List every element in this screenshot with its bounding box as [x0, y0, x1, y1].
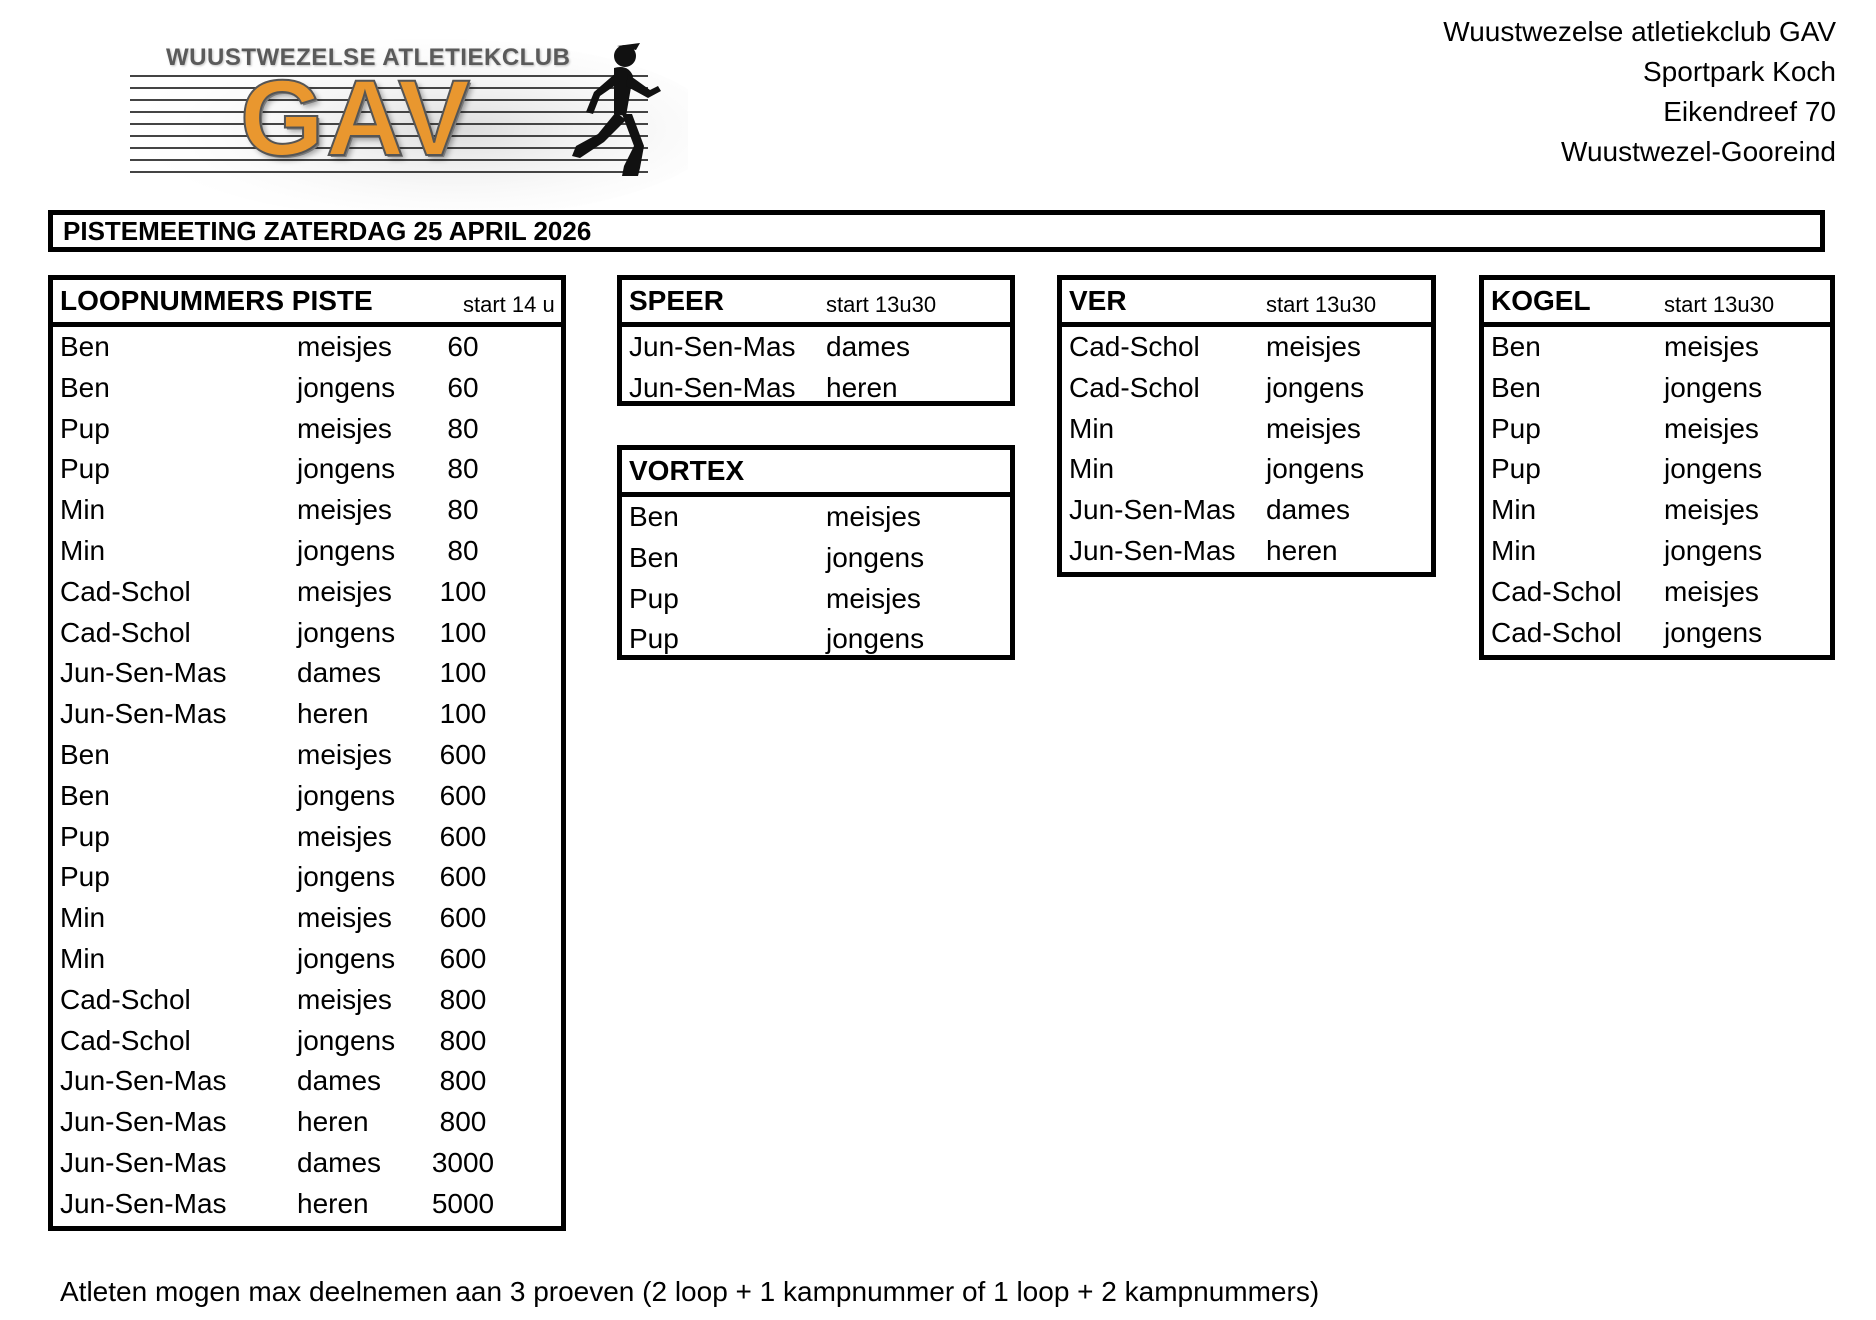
- distance-cell: 60: [447, 331, 479, 362]
- distance-cell: 600: [439, 779, 487, 811]
- category-cell: Min: [60, 534, 106, 566]
- category-cell: Pup: [1491, 453, 1541, 485]
- gender-cell: meisjes: [297, 412, 392, 444]
- event-row: [53, 531, 561, 572]
- category-cell: Cad-Schol: [60, 575, 191, 607]
- event-row: [53, 572, 561, 613]
- category-cell: Pup: [1491, 412, 1541, 444]
- gender-cell: dames: [297, 1146, 382, 1178]
- category-cell: Min: [60, 494, 106, 526]
- gender-cell: heren: [297, 698, 369, 730]
- category-cell: Pup: [629, 623, 679, 655]
- gender-cell: jongens: [297, 616, 396, 648]
- gender-cell: dames: [297, 657, 382, 689]
- distance-cell: 600: [439, 738, 487, 770]
- category-cell: Ben: [1491, 371, 1541, 403]
- event-row: [1484, 409, 1830, 450]
- event-start-time: start 14 u: [463, 292, 555, 317]
- address-line: Sportpark Koch: [1643, 56, 1836, 87]
- event-row: [53, 776, 561, 817]
- event-row: [53, 1021, 561, 1062]
- event-header: [622, 450, 1010, 497]
- gender-cell: jongens: [1664, 371, 1763, 403]
- event-start-time: start 13u30: [1664, 292, 1775, 317]
- gender-cell: meisjes: [297, 331, 392, 362]
- event-row: [53, 939, 561, 980]
- logo-letters: GAV: [240, 57, 473, 178]
- gender-cell: heren: [297, 1187, 369, 1219]
- event-row: [53, 817, 561, 858]
- event-box-ver: [1057, 275, 1436, 577]
- event-row: [53, 980, 561, 1021]
- gender-cell: meisjes: [297, 738, 392, 770]
- category-cell: Jun-Sen-Mas: [629, 331, 796, 362]
- category-cell: Cad-Schol: [60, 1024, 191, 1056]
- gender-cell: meisjes: [1266, 412, 1361, 444]
- event-row: [622, 327, 1010, 368]
- distance-cell: 800: [439, 1065, 487, 1097]
- gender-cell: jongens: [1266, 371, 1365, 403]
- gender-cell: jongens: [826, 541, 925, 573]
- event-rows: [1484, 327, 1830, 653]
- event-row: [53, 1143, 561, 1184]
- event-row: [622, 579, 1010, 620]
- address-line: Wuustwezel-Gooreind: [1561, 136, 1836, 167]
- gender-cell: jongens: [297, 861, 396, 893]
- event-row: [1062, 327, 1431, 368]
- gender-cell: dames: [297, 1065, 382, 1097]
- event-row: [1062, 449, 1431, 490]
- category-cell: Ben: [629, 541, 679, 573]
- gender-cell: meisjes: [297, 902, 392, 934]
- distance-cell: 80: [447, 412, 479, 444]
- distance-cell: 3000: [431, 1146, 495, 1178]
- gender-cell: jongens: [297, 371, 396, 403]
- category-cell: Min: [1069, 453, 1115, 485]
- event-row: [1484, 572, 1830, 613]
- event-header: [1062, 280, 1431, 327]
- distance-cell: 100: [439, 616, 487, 648]
- gender-cell: meisjes: [1664, 412, 1759, 444]
- category-cell: Jun-Sen-Mas: [60, 1106, 227, 1138]
- gender-cell: jongens: [297, 534, 396, 566]
- distance-cell: 100: [439, 698, 487, 730]
- category-cell: Jun-Sen-Mas: [629, 371, 796, 403]
- category-cell: Min: [1491, 494, 1537, 526]
- gender-cell: jongens: [1664, 453, 1763, 485]
- event-row: [53, 1102, 561, 1143]
- gender-cell: dames: [1266, 494, 1351, 526]
- distance-cell: 800: [439, 983, 487, 1015]
- gender-cell: meisjes: [1664, 331, 1759, 362]
- event-title: KOGEL: [1491, 285, 1591, 316]
- gender-cell: meisjes: [297, 820, 392, 852]
- event-row: [1062, 409, 1431, 450]
- event-rows: [622, 497, 1010, 660]
- club-logo: [128, 34, 688, 214]
- category-cell: Pup: [60, 453, 110, 485]
- distance-cell: 80: [447, 494, 479, 526]
- category-cell: Cad-Schol: [1069, 371, 1200, 403]
- gender-cell: jongens: [297, 942, 396, 974]
- gender-cell: meisjes: [1664, 575, 1759, 607]
- distance-cell: 600: [439, 942, 487, 974]
- gender-cell: jongens: [1266, 453, 1365, 485]
- event-title: VER: [1069, 285, 1127, 316]
- logo-club-name: WUUSTWEZELSE ATLETIEKCLUB: [166, 44, 571, 71]
- category-cell: Min: [60, 942, 106, 974]
- gender-cell: jongens: [297, 453, 396, 485]
- category-cell: Cad-Schol: [1069, 331, 1200, 362]
- event-row: [1484, 613, 1830, 654]
- gender-cell: jongens: [297, 1024, 396, 1056]
- event-rows: [622, 327, 1010, 409]
- event-title: VORTEX: [629, 455, 745, 486]
- event-row: [622, 368, 1010, 409]
- event-row: [1062, 490, 1431, 531]
- event-header: [622, 280, 1010, 327]
- category-cell: Jun-Sen-Mas: [1069, 534, 1236, 566]
- gender-cell: jongens: [297, 779, 396, 811]
- category-cell: Ben: [60, 331, 110, 362]
- category-cell: Min: [1069, 412, 1115, 444]
- event-row: [1484, 368, 1830, 409]
- event-row: [622, 538, 1010, 579]
- gender-cell: meisjes: [1266, 331, 1361, 362]
- category-cell: Jun-Sen-Mas: [60, 1187, 227, 1219]
- gender-cell: meisjes: [297, 983, 392, 1015]
- category-cell: Ben: [60, 738, 110, 770]
- gender-cell: dames: [826, 331, 911, 362]
- category-cell: Ben: [1491, 331, 1541, 362]
- distance-cell: 100: [439, 657, 487, 689]
- event-box-vortex: [617, 445, 1015, 660]
- gender-cell: meisjes: [297, 494, 392, 526]
- category-cell: Ben: [60, 371, 110, 403]
- event-box-speer: [617, 275, 1015, 406]
- distance-cell: 600: [439, 861, 487, 893]
- category-cell: Jun-Sen-Mas: [60, 1065, 227, 1097]
- category-cell: Min: [60, 902, 106, 934]
- gender-cell: meisjes: [826, 582, 921, 614]
- category-cell: Ben: [629, 501, 679, 532]
- gender-cell: heren: [1266, 534, 1338, 566]
- event-row: [1484, 490, 1830, 531]
- gender-cell: jongens: [1664, 616, 1763, 648]
- category-cell: Pup: [60, 412, 110, 444]
- club-address: [1443, 12, 1836, 172]
- distance-cell: 800: [439, 1106, 487, 1138]
- distance-cell: 60: [447, 371, 479, 403]
- category-cell: Jun-Sen-Mas: [60, 657, 227, 689]
- event-row: [53, 694, 561, 735]
- event-row: [622, 497, 1010, 538]
- category-cell: Pup: [60, 820, 110, 852]
- distance-cell: 100: [439, 575, 487, 607]
- event-row: [622, 619, 1010, 660]
- event-row: [53, 653, 561, 694]
- gender-cell: meisjes: [1664, 494, 1759, 526]
- category-cell: Cad-Schol: [1491, 616, 1622, 648]
- distance-cell: 800: [439, 1024, 487, 1056]
- category-cell: Cad-Schol: [60, 616, 191, 648]
- event-rows: [1062, 327, 1431, 572]
- event-row: [53, 1184, 561, 1225]
- event-row: [1484, 531, 1830, 572]
- meeting-title: PISTEMEETING ZATERDAG 25 APRIL 2026: [63, 215, 592, 246]
- category-cell: Min: [1491, 534, 1537, 566]
- event-row: [1062, 368, 1431, 409]
- gender-cell: meisjes: [297, 575, 392, 607]
- event-row: [1062, 531, 1431, 572]
- distance-cell: 80: [447, 453, 479, 485]
- event-start-time: start 13u30: [826, 292, 937, 317]
- gender-cell: jongens: [826, 623, 925, 655]
- category-cell: Cad-Schol: [60, 983, 191, 1015]
- event-start-time: start 13u30: [1266, 292, 1377, 317]
- event-header: [1484, 280, 1830, 327]
- distance-cell: 600: [439, 902, 487, 934]
- category-cell: Pup: [60, 861, 110, 893]
- event-row: [53, 735, 561, 776]
- category-cell: Cad-Schol: [1491, 575, 1622, 607]
- address-line: Wuustwezelse atletiekclub GAV: [1443, 16, 1836, 47]
- category-cell: Jun-Sen-Mas: [60, 1146, 227, 1178]
- event-row: [53, 449, 561, 490]
- event-row: [53, 857, 561, 898]
- category-cell: Ben: [60, 779, 110, 811]
- event-row: [53, 613, 561, 654]
- event-row: [53, 1061, 561, 1102]
- category-cell: Pup: [629, 582, 679, 614]
- event-row: [53, 327, 561, 368]
- event-header: [53, 280, 561, 327]
- gender-cell: heren: [826, 371, 898, 403]
- event-row: [53, 409, 561, 450]
- distance-cell: 5000: [431, 1187, 495, 1219]
- category-cell: Jun-Sen-Mas: [60, 698, 227, 730]
- event-rows: [53, 327, 561, 1225]
- gender-cell: jongens: [1664, 534, 1763, 566]
- gender-cell: meisjes: [826, 501, 921, 532]
- participation-rule-note: Atleten mogen max deelnemen aan 3 proeven (2 loop + 1 kampnummer of 1 loop + 2 kampnummers): [60, 1276, 1320, 1307]
- event-box-loopnummers: [48, 275, 566, 1231]
- distance-cell: 600: [439, 820, 487, 852]
- event-row: [1484, 449, 1830, 490]
- event-box-kogel: [1479, 275, 1835, 660]
- event-row: [53, 368, 561, 409]
- category-cell: Jun-Sen-Mas: [1069, 494, 1236, 526]
- event-title: SPEER: [629, 285, 724, 316]
- meeting-title-box: [48, 210, 1825, 252]
- event-row: [1484, 327, 1830, 368]
- event-row: [53, 898, 561, 939]
- gender-cell: heren: [297, 1106, 369, 1138]
- event-title: LOOPNUMMERS PISTE: [60, 285, 373, 316]
- address-line: Eikendreef 70: [1663, 96, 1836, 127]
- event-row: [53, 490, 561, 531]
- distance-cell: 80: [447, 534, 479, 566]
